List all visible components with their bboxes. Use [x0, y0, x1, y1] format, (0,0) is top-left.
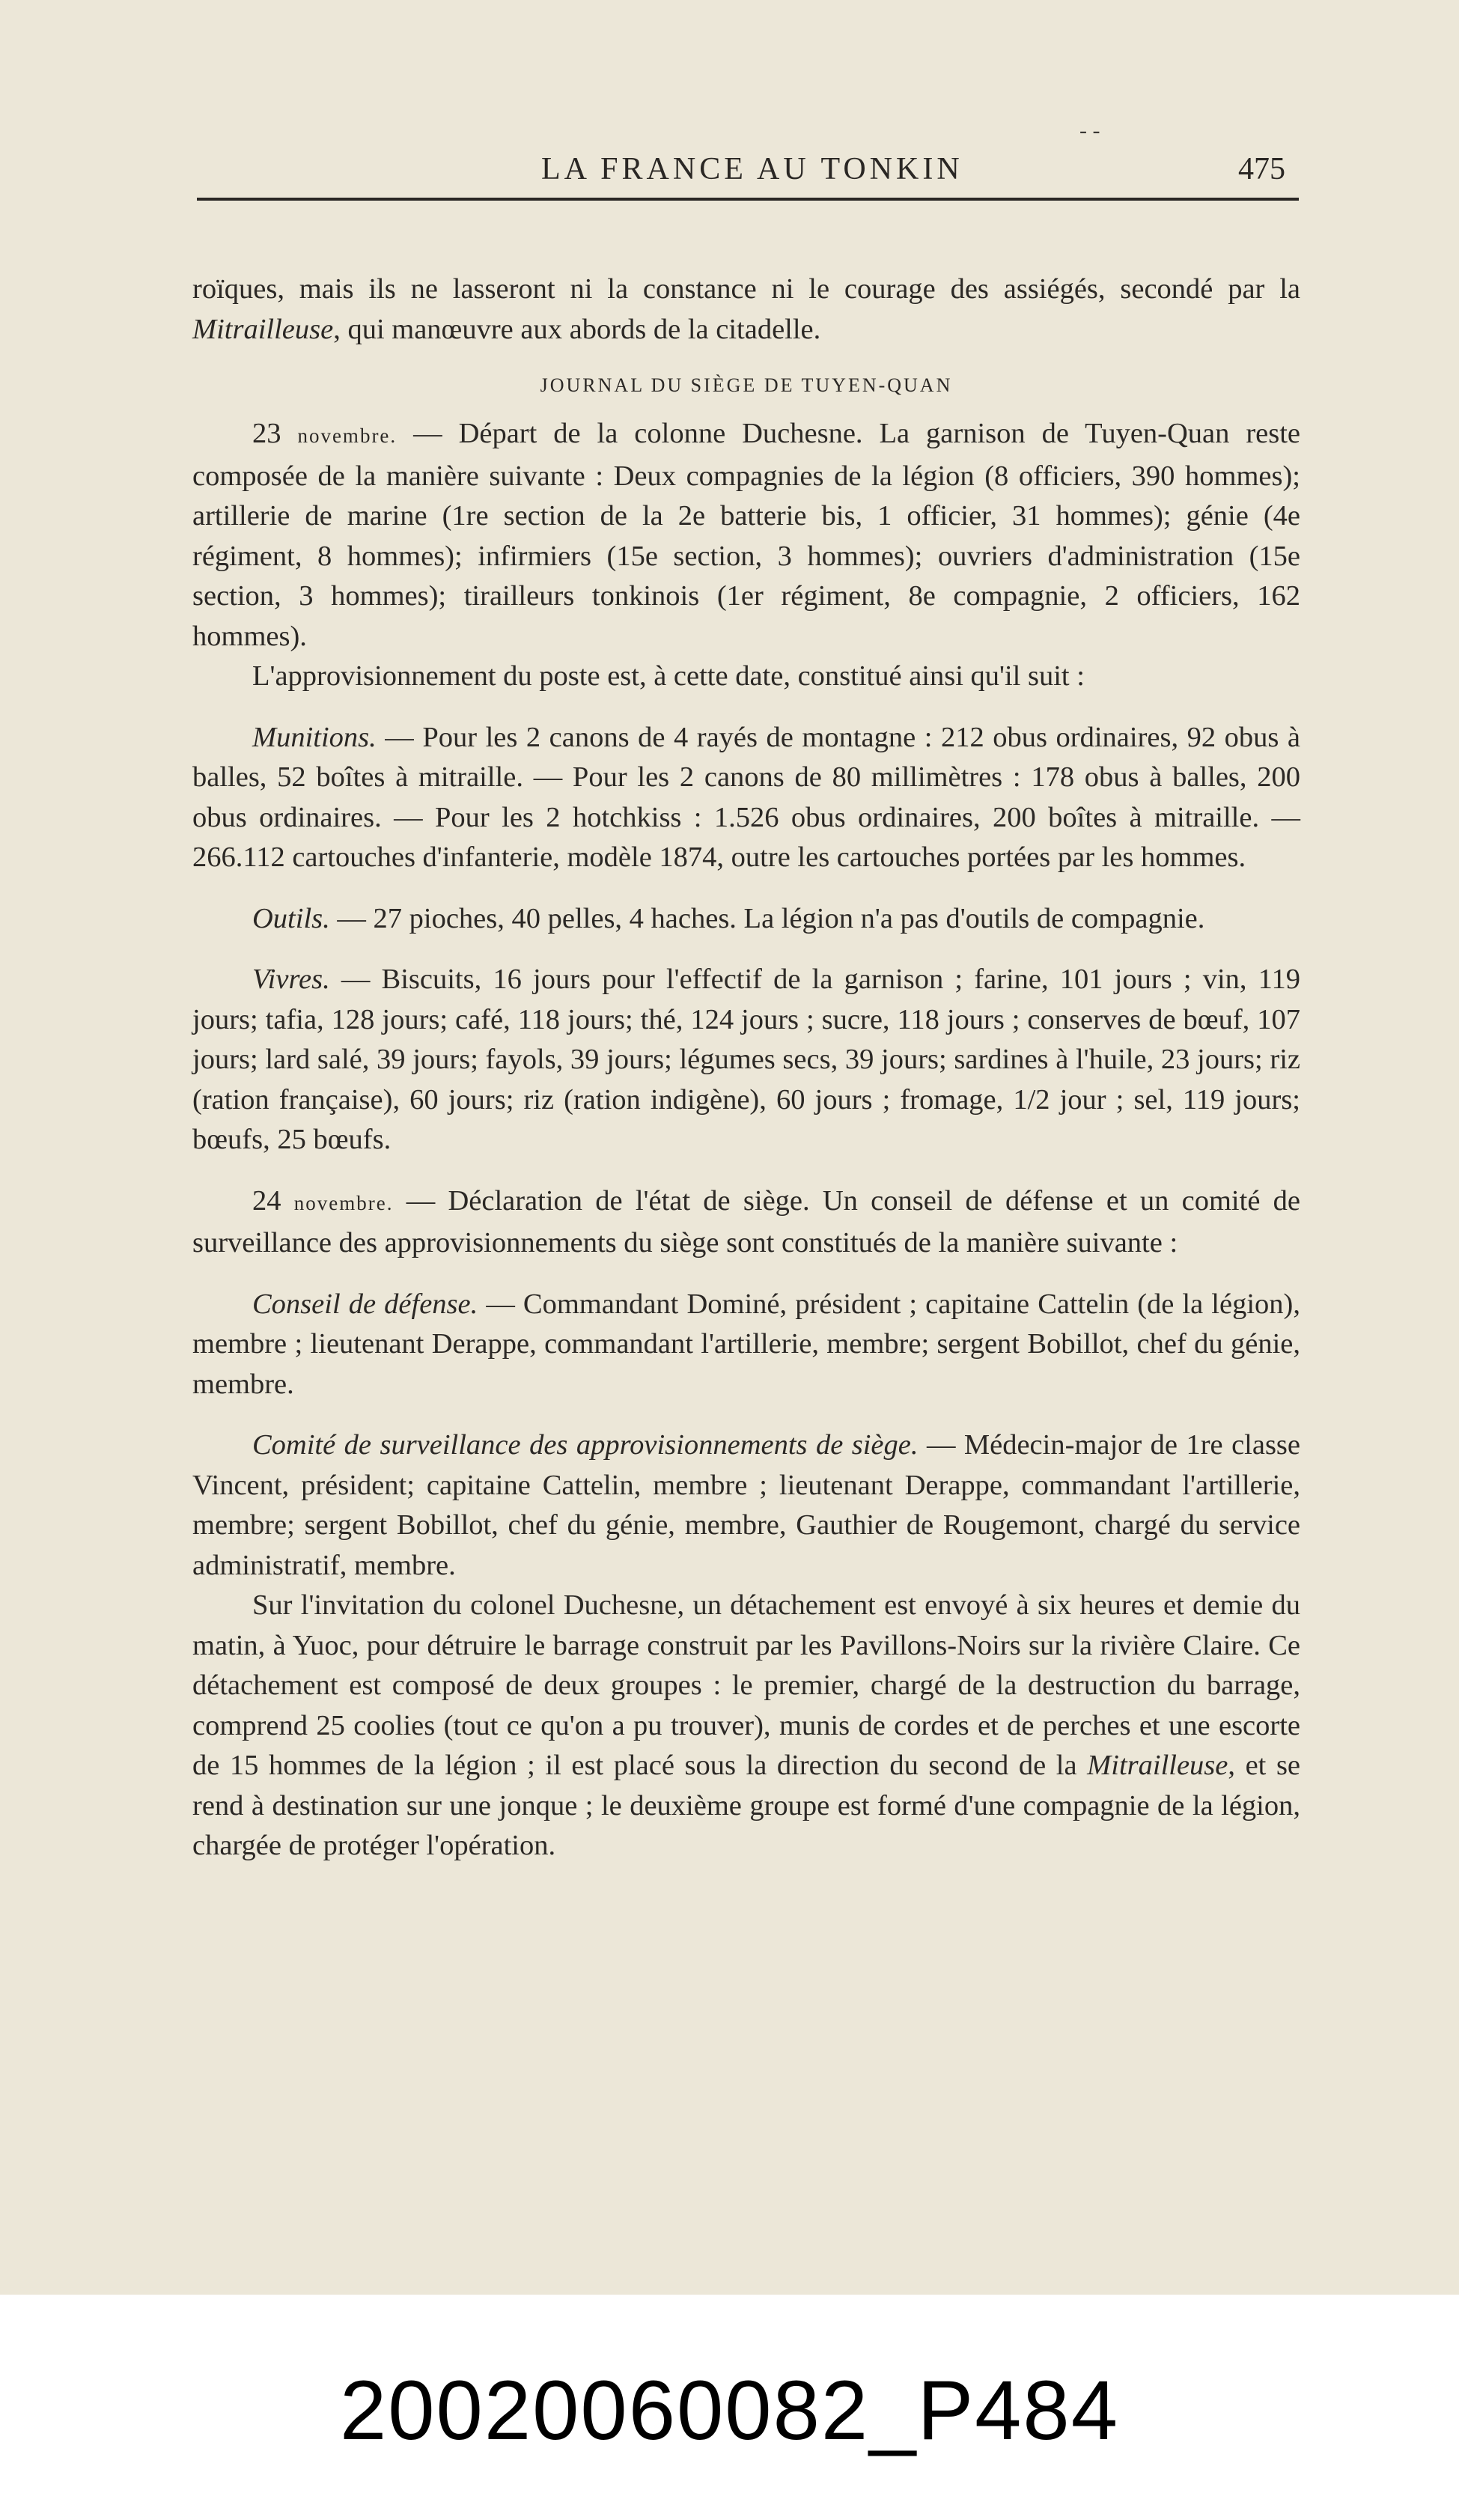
archive-id: 20020060082_P484 [339, 2364, 1120, 2457]
entry-24-novembre: 24 novembre. — Déclaration de l'état de siège. Un conseil de défense et un comité de surveillance des approvisionnements du siège sont constitués de la manière suivante : [192, 1184, 1301, 1259]
munitions-paragraph: Munitions. — Pour les 2 canons de 4 rayés de montagne : 212 obus ordinaires, 92 obus à balles, 52 boîtes à mitraille. — Pour les 2 canons de 80 millimètres : 178 obus à balles, 200 obus ordinaires. — Pour les 2 hotchkiss : 1.526 obus ordinaires, 200 boîtes à mitraille. — 266.112 cartouches d'infanterie, modèle 1874, outre les cartouches portées par les hommes. [192, 721, 1300, 873]
entry-23-novembre: 23 novembre. — Départ de la colonne Duchesne. La garnison de Tuyen-Quan reste composée de la manière suivante : Deux compagnies de la légion (8 officiers, 390 hommes); artillerie de marine (1re section de la 2e batterie bis, 1 officier, 31 hommes); génie (4e régiment, 8 hommes); infirmiers (15e section, 3 hommes); ouvriers d'administration (15e section, 3 hommes); tirailleurs tonkinois (1er régiment, 8e compagnie, 2 officiers, 162 hommes). [192, 418, 1300, 652]
body-text [192, 270, 1300, 1866]
entry-day: 24 [252, 1184, 294, 1217]
outils-label: Outils. [252, 902, 330, 934]
comite-label: Comité de surveillance des approvisionnements de siège. [252, 1429, 919, 1461]
vivres-label: Vivres. [252, 964, 330, 995]
paragraph-continuation: roïques, mais ils ne lasseront ni la constance ni le courage des assiégés, secondé par la Mitrailleuse, qui manœuvre aux abords de la citadelle. [192, 273, 1300, 345]
header-rule [197, 198, 1299, 201]
entry-day: 23 [252, 418, 298, 449]
page-number: 475 [1238, 152, 1285, 186]
entry-month: novembre. [297, 424, 398, 447]
section-heading: JOURNAL DU SIÈGE DE TUYEN-QUAN [540, 374, 953, 396]
running-title: LA FRANCE AU TONKIN [541, 152, 963, 186]
outils-paragraph: Outils. — 27 pioches, 40 pelles, 4 haches. La légion n'a pas d'outils de compagnie. [252, 902, 1205, 934]
invitation-paragraph: Sur l'invitation du colonel Duchesne, un détachement est envoyé à six heures et demie du matin, à Yuoc, pour détruire le barrage construit par les Pavillons-Noirs sur la rivière Claire. Ce détachement est composé de deux groupes : le premier, chargé de la destruction du barrage, comprend 25 coolies (tout ce qu'on a pu trouver), munis de cordes et de perches et une escorte de 15 hommes de la légion ; il est placé sous la direction du second de la Mitrailleuse, et se rend à destination sur une jonque ; le deuxième groupe est formé d'une compagnie de la légion, chargée de protéger l'opération. [192, 1589, 1301, 1861]
vivres-paragraph: Vivres. — Biscuits, 16 jours pour l'effectif de la garnison ; farine, 101 jours ; vin, 119 jours; tafia, 128 jours; café, 118 jours; thé, 124 jours ; sucre, 118 jours ; conserves de bœuf, 107 jours; lard salé, 39 jours; fayols, 39 jours; légumes secs, 39 jours; sardines à l'huile, 23 jours; riz (ration française), 60 jours; riz (ration indigène), 60 jours ; fromage, 1/2 jour ; sel, 119 jours; bœufs, 25 bœufs. [192, 964, 1300, 1155]
ship-name: Mitrailleuse [1087, 1750, 1228, 1781]
entry-month: novembre. [293, 1191, 394, 1214]
stray-ink-mark: - - [1079, 118, 1100, 143]
approvisionnement-paragraph: L'approvisionnement du poste est, à cette date, constitué ainsi qu'il suit : [252, 660, 1085, 692]
page-header [197, 141, 1299, 201]
ship-name: Mitrailleuse [192, 313, 334, 345]
archive-footer [0, 2295, 1459, 2520]
munitions-label: Munitions. [252, 721, 377, 753]
conseil-paragraph: Conseil de défense. — Commandant Dominé, président ; capitaine Cattelin (de la légion), membre ; lieutenant Derappe, commandant l'artillerie, membre; sergent Bobillot, chef du génie, membre. [192, 1288, 1300, 1400]
conseil-label: Conseil de défense. [252, 1288, 478, 1320]
comite-paragraph: Comité de surveillance des approvisionnements de siège. — Médecin-major de 1re classe Vincent, président; capitaine Cattelin, membre ; lieutenant Derappe, commandant l'artillerie, membre; sergent Bobillot, chef du génie, membre, Gauthier de Rougemont, chargé du service administratif, membre. [192, 1429, 1300, 1581]
